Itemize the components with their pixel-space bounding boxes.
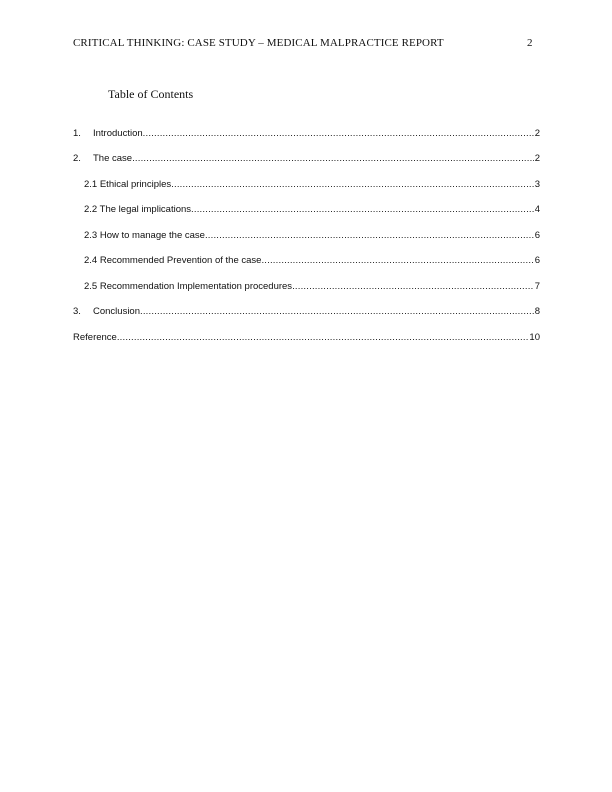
toc-entry-page: 4 [534,204,540,215]
running-head: CRITICAL THINKING: CASE STUDY – MEDICAL MALPRACTICE REPORT [73,37,444,49]
toc-dot-leader [143,127,534,141]
toc-entry-title: Introduction [93,128,143,139]
toc-entry-page: 6 [534,230,540,241]
toc-entry-title: Reference [73,332,117,343]
toc-dot-leader [191,203,534,217]
toc-entry-reference[interactable] [73,331,540,345]
toc-heading: Table of Contents [108,87,194,101]
toc-entry-page: 3 [534,179,540,190]
toc-entry-title: The case [93,153,133,164]
toc-dot-leader [292,280,534,294]
toc-entry-title: 2.1 Ethical principles [84,179,172,190]
toc-entry-implementation-procedures[interactable] [84,280,540,294]
toc-entry-page: 10 [529,332,540,343]
toc-entry-page: 2 [534,153,540,164]
toc-entry-page: 7 [534,281,540,292]
toc-entry-recommended-prevention[interactable] [84,254,540,268]
page-number: 2 [527,37,533,49]
toc-entry-page: 2 [534,128,540,139]
toc-entry-title: 2.2 The legal implications [84,204,192,215]
toc-entry-introduction[interactable] [73,127,540,141]
toc-dot-leader [171,178,534,192]
toc-entry-number: 2. [73,153,81,164]
toc-entry-page: 6 [534,255,540,266]
toc-entry-the-case[interactable] [73,152,540,166]
toc-entry-page: 8 [534,306,540,317]
toc-entry-conclusion[interactable] [73,305,540,319]
toc-entry-ethical-principles[interactable] [84,178,540,192]
toc-dot-leader [117,331,529,345]
toc-entry-title: 2.3 How to manage the case [84,230,205,241]
toc-dot-leader [261,254,533,268]
toc-entry-manage-case[interactable] [84,229,540,243]
toc-dot-leader [132,152,534,166]
toc-entry-number: 1. [73,128,81,139]
toc-dot-leader [205,229,534,243]
toc-entry-title: Conclusion [93,306,140,317]
toc-entry-title: 2.5 Recommendation Implementation procedures [84,281,293,292]
toc-dot-leader [140,305,534,319]
toc-entry-number: 3. [73,306,81,317]
toc-entry-title: 2.4 Recommended Prevention of the case [84,255,262,266]
toc-entry-legal-implications[interactable] [84,203,540,217]
